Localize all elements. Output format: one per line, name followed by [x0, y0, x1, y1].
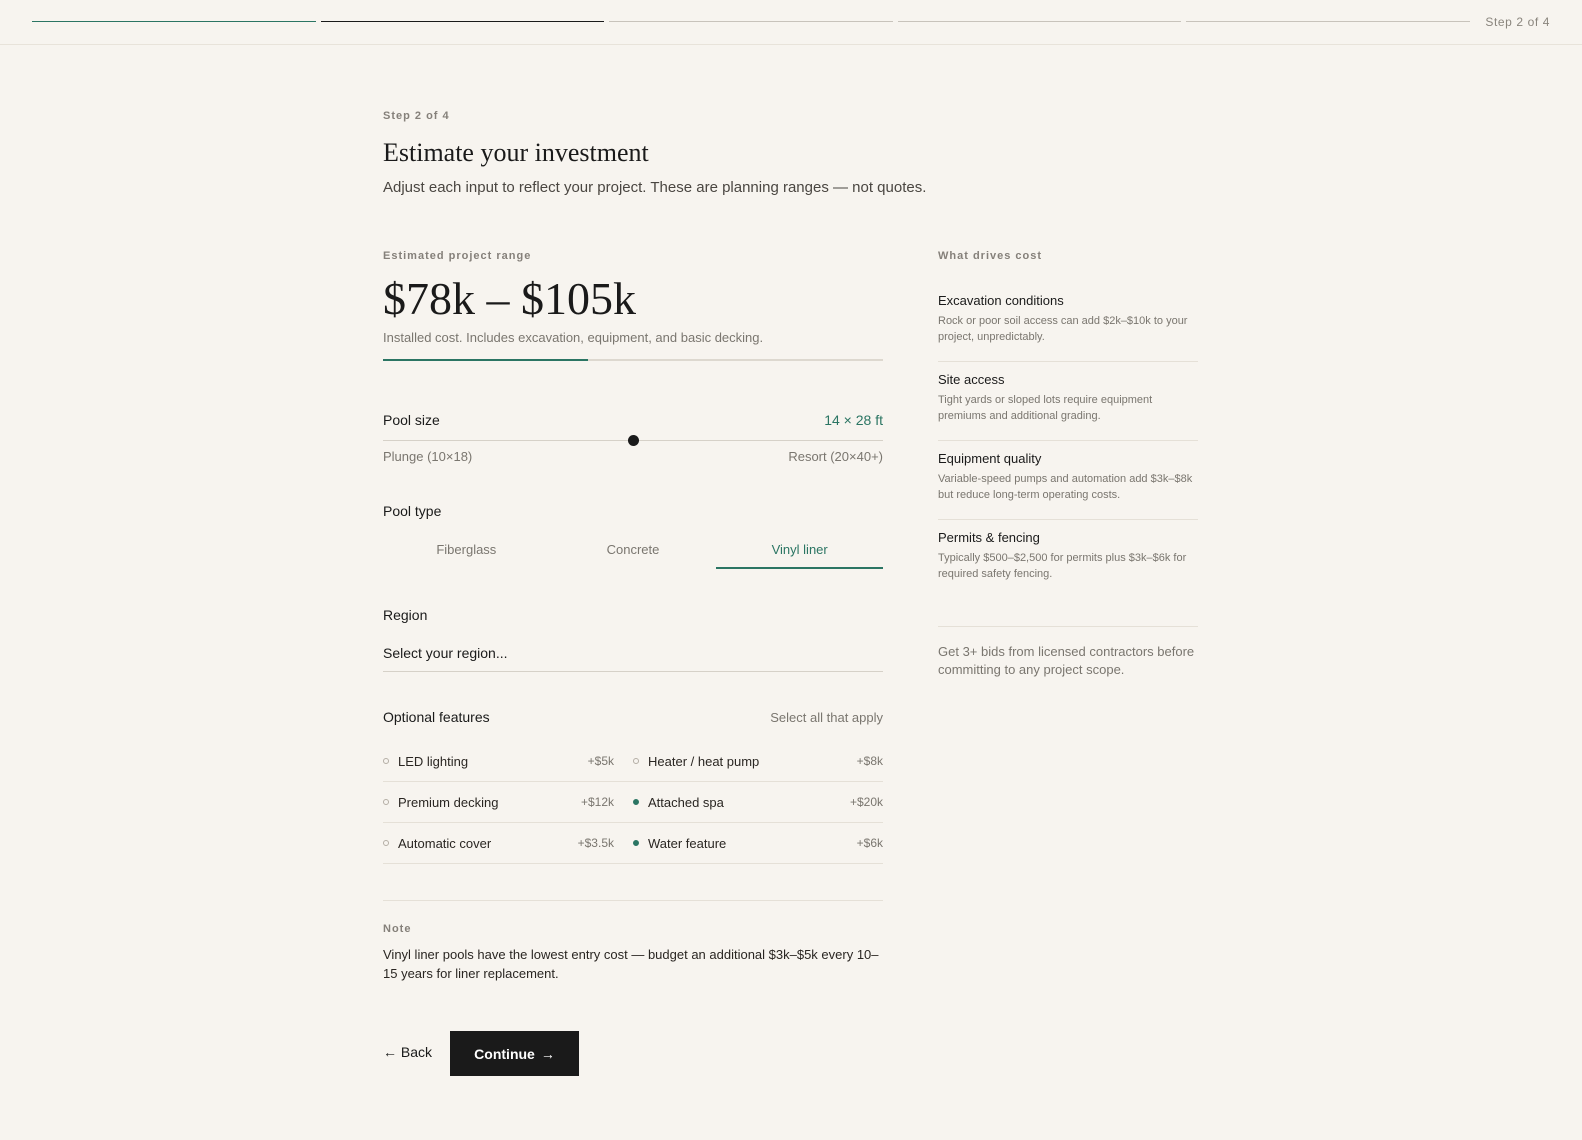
back-button[interactable] — [383, 1044, 432, 1060]
arrow-left-icon: ← — [383, 1044, 397, 1060]
checkbox-dot-icon — [633, 840, 639, 846]
progress-segment-2 — [321, 21, 604, 22]
tab-concrete[interactable]: Concrete — [606, 542, 660, 557]
checkbox-dot-icon — [633, 758, 639, 764]
estimate-range-bar-fill — [383, 359, 588, 361]
cost-driver-title: Equipment quality — [938, 451, 1042, 466]
continue-button[interactable] — [450, 1031, 579, 1076]
progress-segment-5 — [1186, 21, 1470, 22]
pool-size-slider-thumb[interactable] — [628, 435, 639, 446]
tab-fiberglass[interactable]: Fiberglass — [436, 542, 497, 557]
feature-price: +$8k — [856, 754, 883, 768]
note-text: Vinyl liner pools have the lowest entry cost — budget an additional $3k–$5k every 10–15 years for liner replacement. — [383, 947, 879, 981]
pool-size-label: Pool size — [383, 412, 440, 428]
feature-price: +$6k — [856, 836, 883, 850]
estimate-eyebrow: Estimated project range — [383, 250, 532, 262]
estimate-range-bar — [383, 359, 883, 361]
step-eyebrow: Step 2 of 4 — [383, 110, 450, 122]
cost-driver-desc: Variable-speed pumps and automation add $3k–$8k but reduce long-term operating costs. — [938, 473, 1193, 501]
sidebar-divider — [938, 626, 1198, 627]
optional-features-hint: Select all that apply — [770, 710, 883, 725]
continue-button-label: Continue — [474, 1045, 535, 1062]
feature-price: +$5k — [587, 754, 614, 768]
optional-features-grid — [383, 741, 883, 864]
feature-price: +$20k — [849, 795, 883, 809]
cost-driver-item — [938, 441, 1198, 520]
checkbox-dot-icon — [383, 799, 389, 805]
cost-driver-item — [938, 362, 1198, 441]
feature-name: Attached spa — [648, 794, 724, 810]
cost-driver-desc: Typically $500–$2,500 for permits plus $3k–$6k for required safety fencing. — [938, 552, 1187, 580]
tab-vinyl-liner[interactable]: Vinyl liner — [716, 534, 883, 569]
feature-row — [383, 823, 883, 864]
cost-driver-item — [938, 520, 1198, 599]
checkbox-dot-icon — [383, 758, 389, 764]
checkbox-dot-icon — [633, 799, 639, 805]
page-title: Estimate your investment — [383, 138, 649, 167]
feature-premium-decking[interactable] — [383, 782, 633, 822]
feature-name: LED lighting — [398, 753, 469, 769]
cost-driver-title: Permits & fencing — [938, 530, 1040, 545]
feature-automatic-cover[interactable] — [383, 823, 633, 863]
feature-name: Water feature — [648, 835, 727, 851]
feature-row — [383, 782, 883, 823]
feature-water-feature[interactable] — [633, 823, 883, 863]
estimate-note: Installed cost. Includes excavation, equipment, and basic decking. — [383, 330, 764, 345]
pool-size-value: 14 × 28 ft — [824, 412, 883, 428]
progress-segment-3 — [609, 21, 893, 22]
cost-driver-desc: Tight yards or sloped lots require equipment premiums and additional grading. — [938, 394, 1153, 422]
note-divider — [383, 900, 883, 901]
estimate-range: $78k – $105k — [383, 273, 636, 324]
sidebar-eyebrow: What drives cost — [938, 250, 1043, 262]
feature-attached-spa[interactable] — [633, 782, 883, 822]
pool-size-min-label: Plunge (10×18) — [383, 449, 473, 464]
sidebar-tip: Get 3+ bids from licensed contractors before committing to any project scope. — [938, 644, 1195, 677]
feature-heater[interactable] — [633, 741, 883, 781]
cost-driver-item — [938, 283, 1198, 362]
pool-type-label: Pool type — [383, 503, 442, 519]
feature-name: Heater / heat pump — [648, 753, 760, 769]
region-label: Region — [383, 607, 428, 623]
top-progress-bar — [0, 0, 1582, 45]
progress-segment-1 — [32, 21, 316, 22]
topbar-step-indicator: Step 2 of 4 — [1485, 15, 1550, 29]
cost-driver-title: Excavation conditions — [938, 293, 1064, 308]
region-select[interactable]: Select your region... — [383, 634, 883, 672]
pool-type-tabs — [383, 534, 883, 569]
note-eyebrow: Note — [383, 923, 412, 935]
feature-row — [383, 741, 883, 782]
feature-name: Premium decking — [398, 794, 499, 810]
feature-led-lighting[interactable] — [383, 741, 633, 781]
checkbox-dot-icon — [383, 840, 389, 846]
cost-driver-desc: Rock or poor soil access can add $2k–$10k to your project, unpredictably. — [938, 315, 1188, 343]
cost-driver-title: Site access — [938, 372, 1005, 387]
feature-price: +$3.5k — [577, 836, 614, 850]
page-subtitle: Adjust each input to reflect your project. These are planning ranges — not quotes. — [383, 179, 927, 196]
cost-drivers-list — [938, 283, 1198, 599]
back-button-label: Back — [400, 1044, 433, 1060]
arrow-right-icon: → — [540, 1045, 555, 1062]
pool-size-max-label: Resort (20×40+) — [788, 449, 883, 464]
feature-price: +$12k — [580, 795, 614, 809]
optional-features-label: Optional features — [383, 709, 490, 725]
progress-segment-4 — [898, 21, 1181, 22]
feature-name: Automatic cover — [398, 835, 492, 851]
